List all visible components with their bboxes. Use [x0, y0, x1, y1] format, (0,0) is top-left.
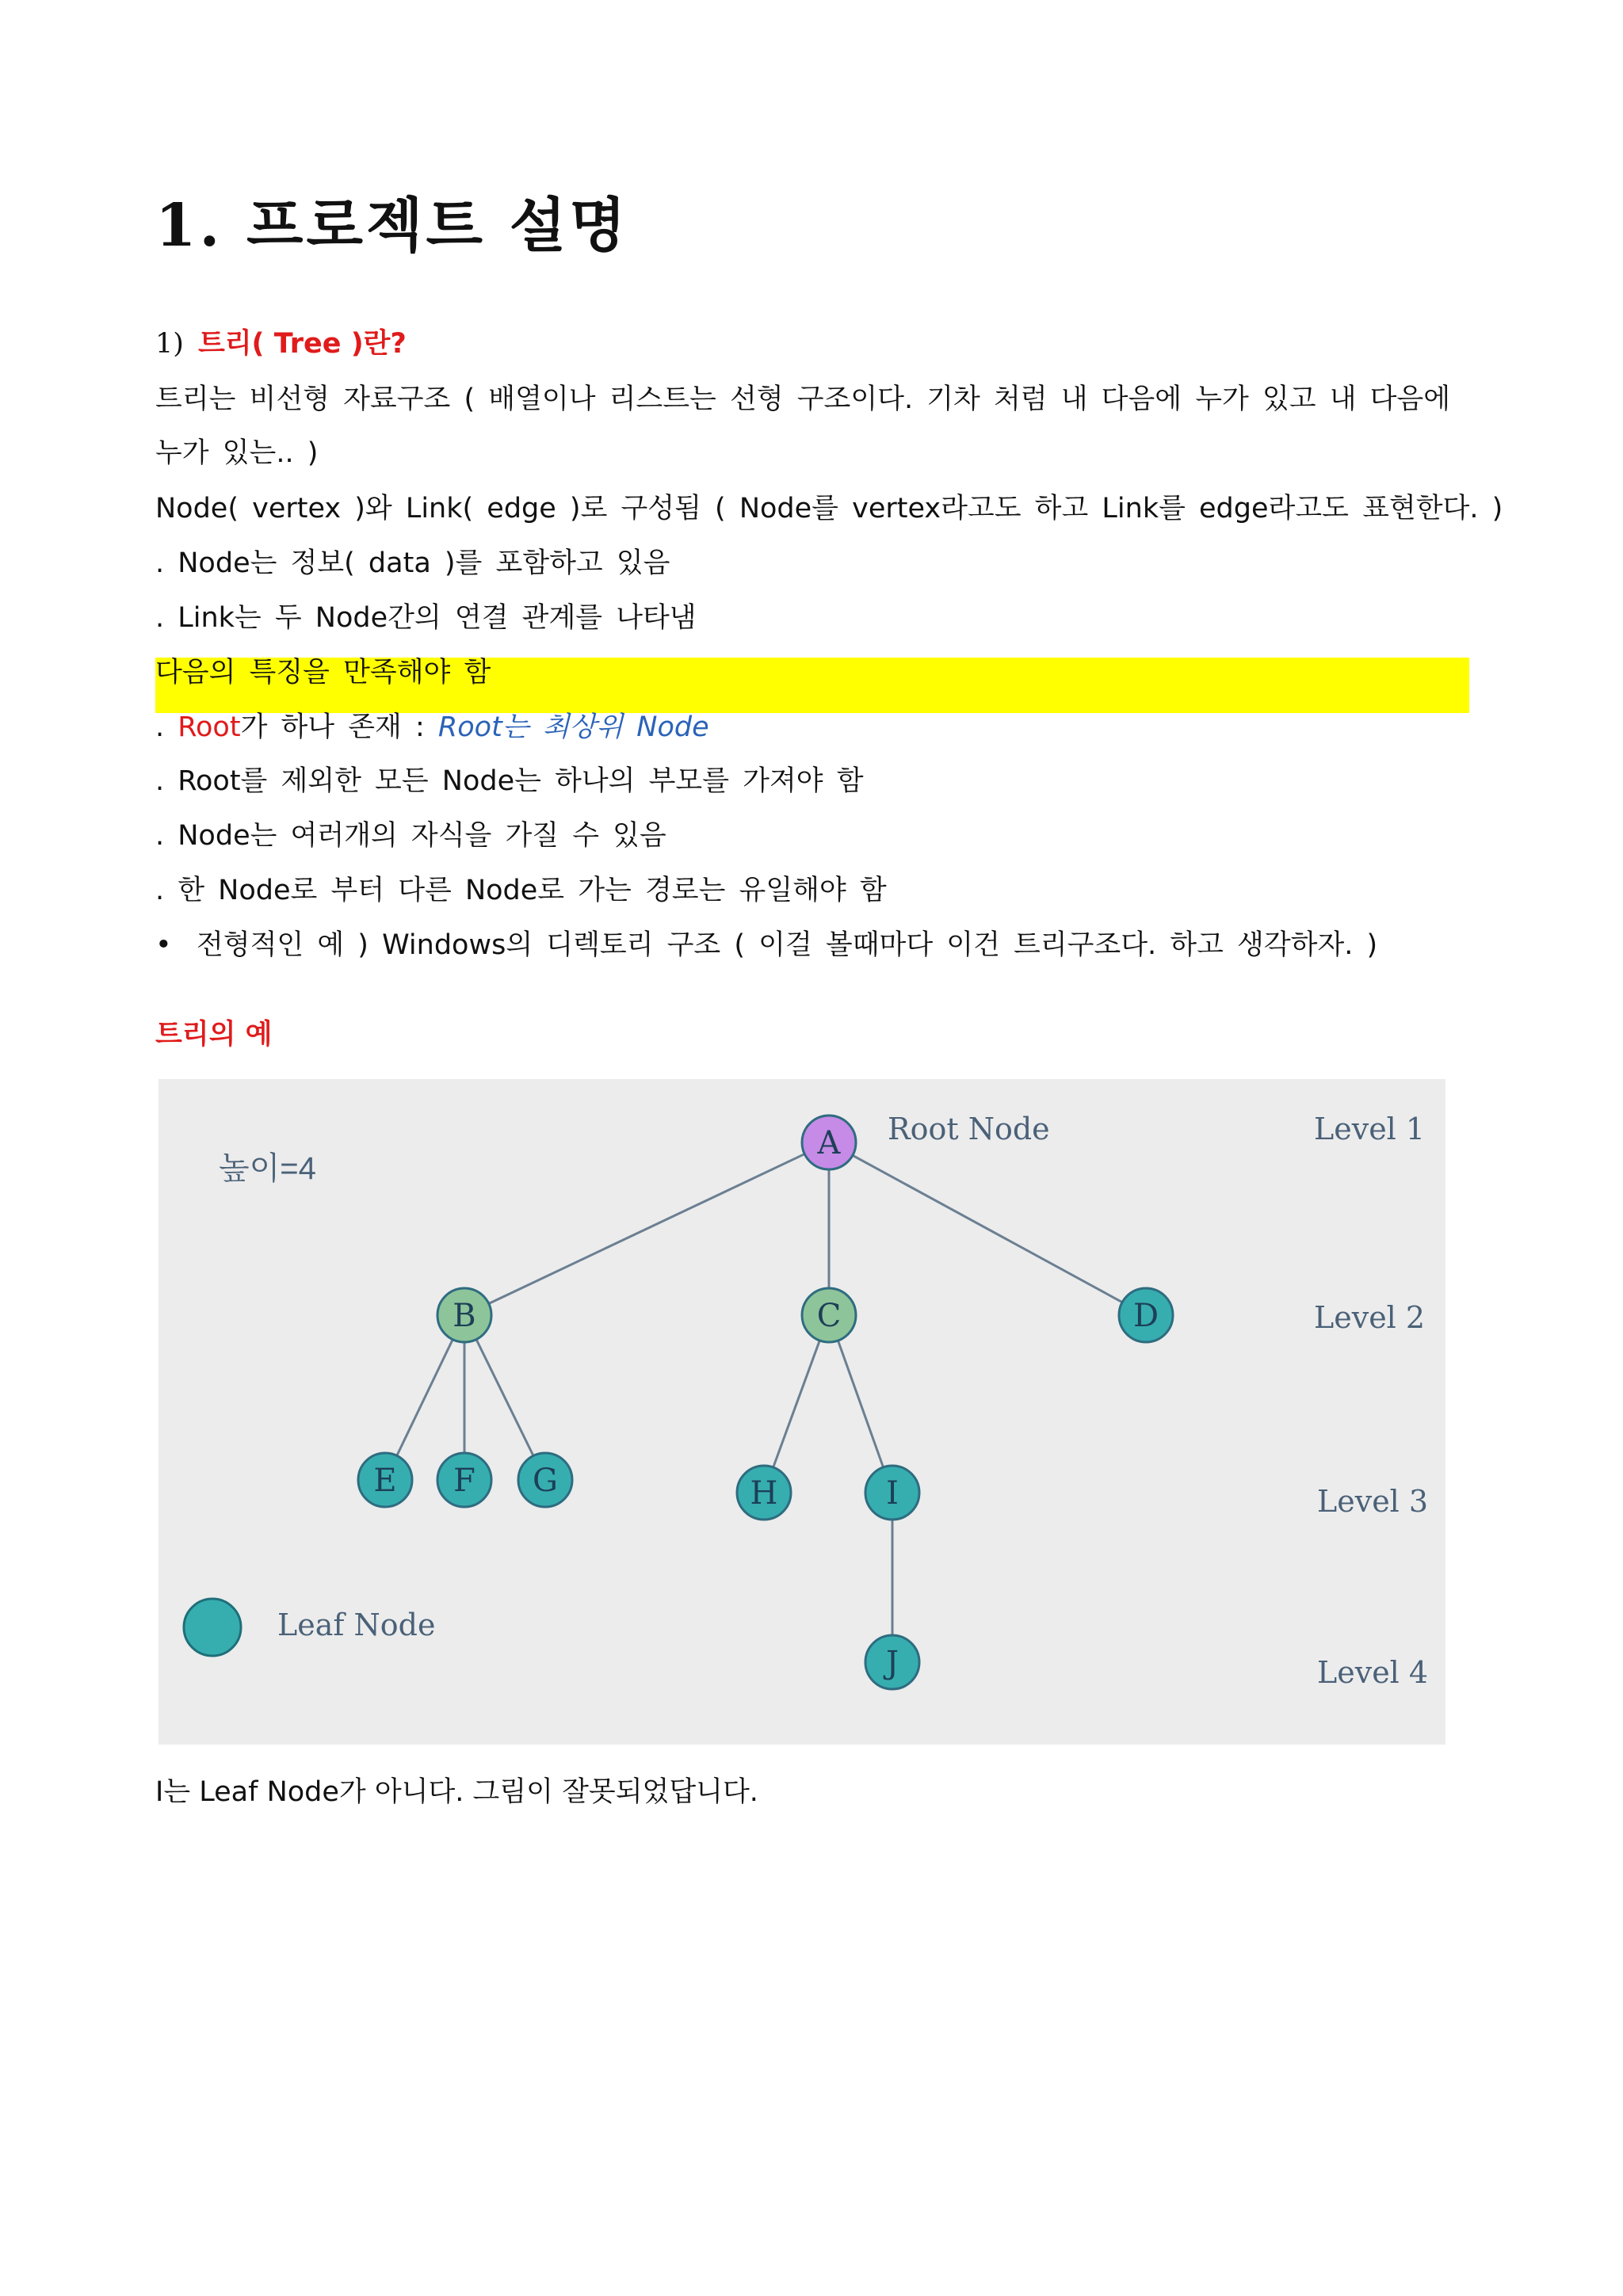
highlighted-text: 다음의 특징을 만족해야 함 [155, 657, 491, 688]
tree-node-label: H [750, 1475, 778, 1512]
list-item-path: . 한 Node로 부터 다른 Node로 가는 경로는 유일해야 함 [155, 875, 887, 906]
list-item-children: . Node는 여러개의 자식을 가질 수 있음 [155, 820, 666, 852]
tree-node-label: A [817, 1125, 841, 1161]
edge-a-b [464, 1142, 829, 1315]
paragraph-2: Node( vertex )와 Link( edge )로 구성됨 ( Node를 vertex라고도 하고 Link를 edge라고도 표현한다. ) [155, 493, 1503, 524]
tree-node-label: C [816, 1298, 842, 1334]
tree-node-label: F [453, 1463, 475, 1499]
tree-node-i [865, 1466, 919, 1520]
tree-edges [385, 1142, 1146, 1662]
edge-c-i [829, 1315, 892, 1493]
list-item-root [155, 707, 709, 748]
tree-node-label: G [533, 1463, 558, 1499]
tree-node-j [865, 1635, 919, 1689]
tree-node-d [1119, 1288, 1173, 1342]
bullet-text: 전형적인 예 ) Windows의 디렉토리 구조 ( 이걸 볼때마다 이건 트리구조다. 하고 생각하자. ) [197, 929, 1378, 961]
tree-diagram [158, 1079, 1445, 1745]
level-label-3: Level 3 [1317, 1484, 1429, 1519]
bullet-icon: • [155, 929, 172, 961]
page-title: 1. 프로젝트 설명 [155, 192, 629, 260]
edge-c-h [764, 1315, 829, 1493]
root-word: Root [178, 711, 241, 743]
level-label-4: Level 4 [1317, 1655, 1429, 1690]
edge-a-d [829, 1142, 1146, 1315]
tree-node-label: I [886, 1475, 899, 1512]
subheading [155, 323, 407, 364]
height-label: 높이=4 [219, 1151, 316, 1186]
root-note: Root는 최상위 Node [437, 711, 709, 743]
tree-node-a [802, 1116, 856, 1169]
leaf-node-label: Leaf Node [277, 1608, 436, 1642]
root-node-label: Root Node [888, 1112, 1050, 1146]
root-item-prefix: . [155, 711, 178, 743]
tree-node-label: J [885, 1645, 899, 1681]
subheading-number: 1) [155, 328, 184, 360]
tree-node-h [737, 1466, 791, 1520]
section-label-tree-example: 트리의 예 [155, 1019, 273, 1051]
bullet-item-example [155, 925, 1377, 966]
list-item-parent: . Root를 제외한 모든 Node는 하나의 부모를 가져야 함 [155, 765, 864, 797]
subheading-title: 트리( Tree )란? [197, 328, 407, 360]
level-label-2: Level 2 [1314, 1300, 1426, 1335]
tree-node-label: B [453, 1298, 476, 1334]
tree-node-f [437, 1453, 491, 1507]
level-label-1: Level 1 [1314, 1112, 1426, 1146]
tree-node-b [437, 1288, 491, 1342]
tree-node-c [802, 1288, 856, 1342]
tree-node-e [358, 1453, 412, 1507]
tree-node-label: D [1132, 1298, 1159, 1334]
tree-node-g [518, 1453, 572, 1507]
tree-node-label: E [373, 1463, 397, 1499]
list-item-node-data: . Node는 정보( data )를 포함하고 있음 [155, 547, 670, 579]
paragraph-1-line-2: 누가 있는.. ) [155, 437, 319, 469]
root-item-rest: 가 하나 존재 : [240, 711, 438, 743]
paragraph-1-line-1: 트리는 비선형 자료구조 ( 배열이나 리스트는 선형 구조이다. 기차 처럼 내 다음에 누가 있고 내 다음에 [155, 383, 1451, 415]
footer-note: I는 Leaf Node가 아니다. 그림이 잘못되었답니다. [155, 1776, 758, 1808]
list-item-link: . Link는 두 Node간의 연결 관계를 나타냄 [155, 602, 697, 634]
leaf-legend-circle-icon [184, 1599, 241, 1656]
